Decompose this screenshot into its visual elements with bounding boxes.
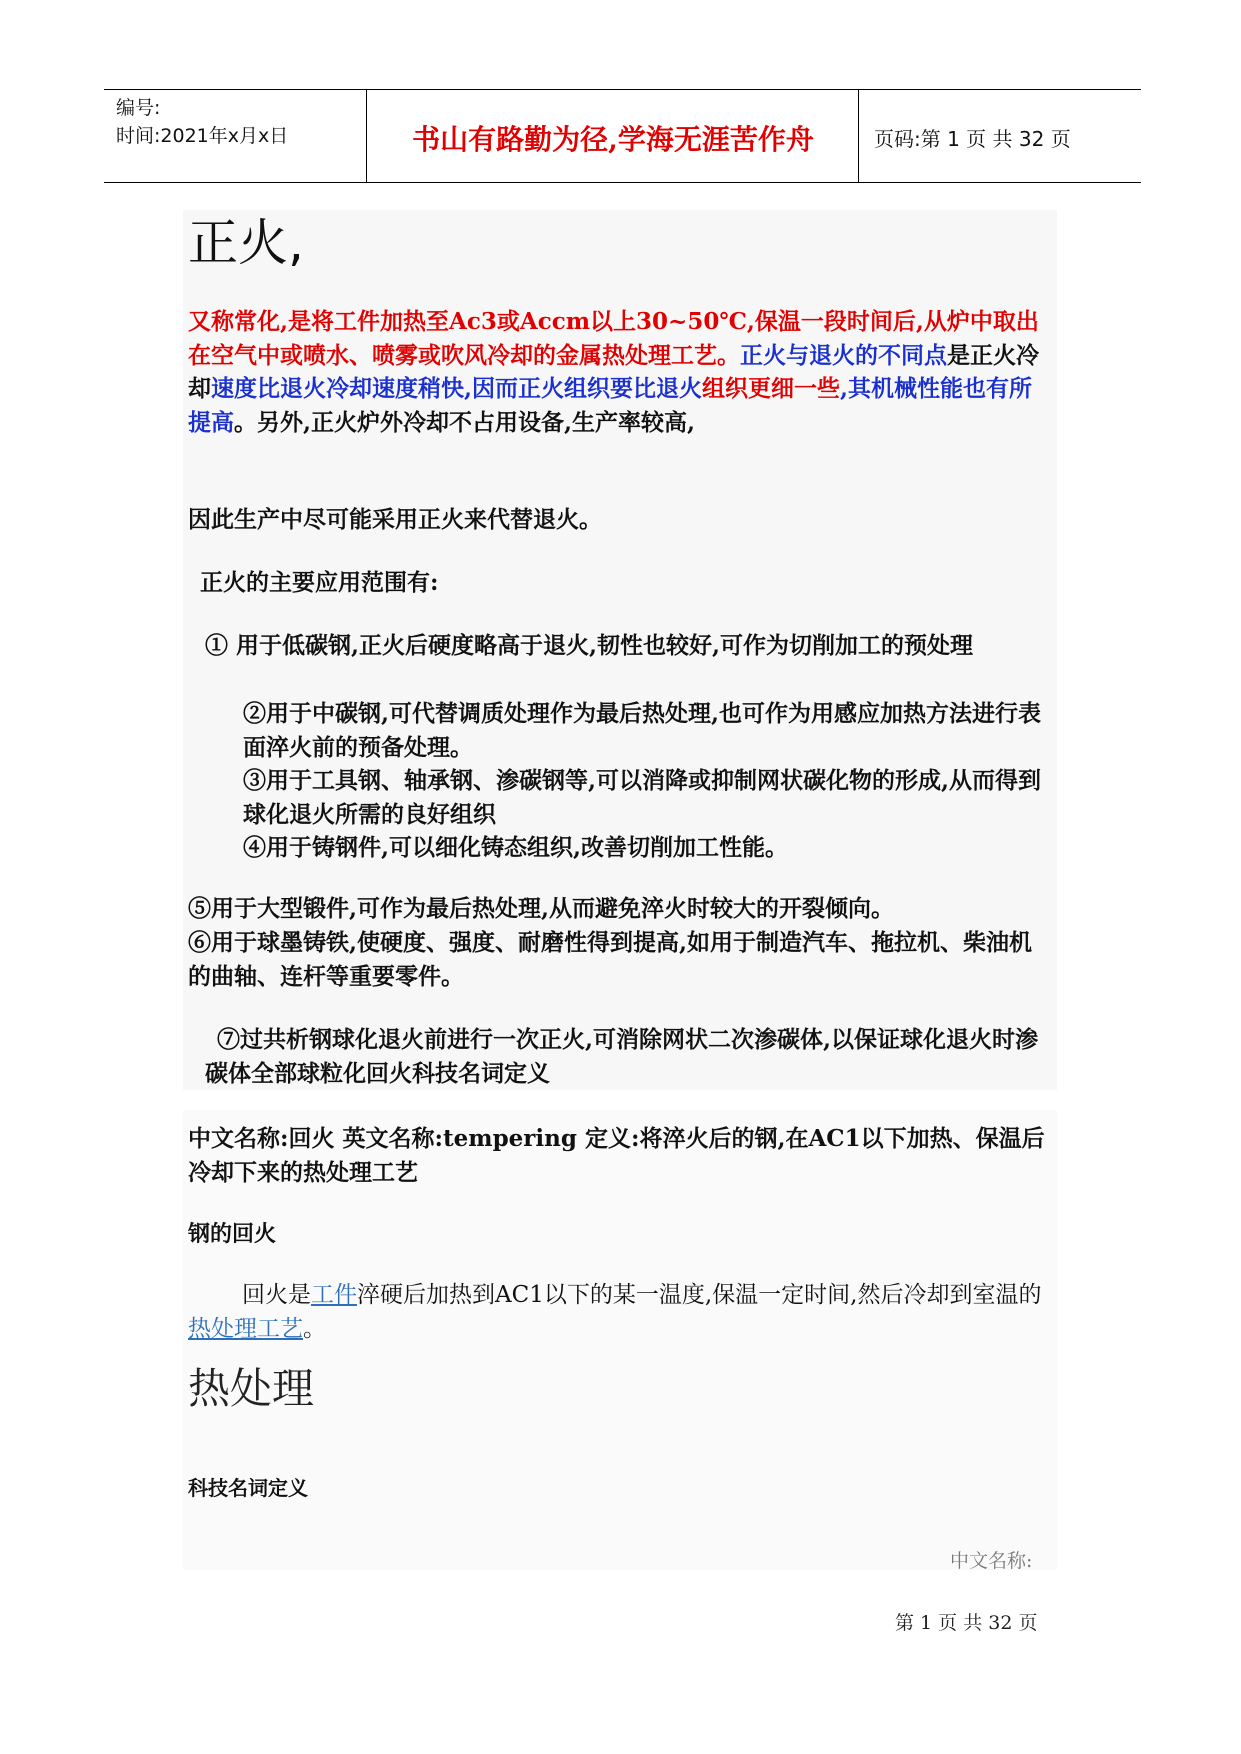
header-meta	[116, 94, 288, 150]
list-item: ⑤用于大型锻件,可作为最后热处理,从而避免淬火时较大的开裂倾向。	[188, 895, 895, 922]
list-item: ③用于工具钢、轴承钢、渗碳钢等,可以消降或抑制网状碳化物的形成,从而得到球化退火所需的良好组织	[243, 767, 1042, 828]
number-label: 编号:	[116, 97, 161, 119]
tempering-text: 。	[303, 1315, 326, 1342]
link-workpiece[interactable]: 工件	[311, 1282, 357, 1308]
intro-mechanical: ,其机械性能也有所提高	[188, 375, 1033, 436]
title-normalizing: 正火,	[188, 214, 304, 272]
intro-paragraph	[188, 305, 1050, 439]
para-replace-annealing: 因此生产中尽可能采用正火来代替退火。	[188, 506, 602, 533]
header-divider	[858, 90, 859, 182]
time-label: 时间:2021年x月x日	[116, 125, 289, 147]
para-applications-heading: 正火的主要应用范围有:	[200, 569, 439, 596]
list-item: ④用于铸钢件,可以细化铸态组织,改善切削加工性能。	[243, 834, 789, 861]
title-heat-treatment: 热处理	[188, 1364, 315, 1413]
intro-text: 是正火冷却	[188, 341, 1039, 402]
intro-finer: 组织更细一些	[702, 375, 841, 402]
list-item: ⑥用于球墨铸铁,使硬度、强度、耐磨性得到提高,如用于制造汽车、拖拉机、柴油机的曲轴、连杆等重要零件。	[188, 929, 1033, 990]
tech-term-definition-label: 科技名词定义	[188, 1476, 308, 1500]
intro-definition: 又称常化,是将工件加热至Ac3或Accm以上30~50℃,保温一段时间后,从炉中取出在空气中或喷水、喷雾或吹风冷却的金属热处理工艺。	[188, 308, 1039, 369]
chinese-name-label: 中文名称:	[950, 1550, 1033, 1572]
page-header	[104, 89, 1141, 183]
tempering-definition: 中文名称:回火 英文名称:tempering 定义:将淬火后的钢,在AC1以下加热、保温后冷却下来的热处理工艺	[188, 1125, 1045, 1186]
list-item: ②用于中碳钢,可代替调质处理作为最后热处理,也可作为用感应加热方法进行表面淬火前的预备处理。	[243, 700, 1042, 761]
intro-speed: 速度比退火冷却速度稍快,因而正火组织要比退火	[211, 375, 703, 402]
page-footer: 第 1 页 共 32 页	[895, 1612, 1038, 1634]
list-item: ⑦过共析钢球化退火前进行一次正火,可消除网状二次渗碳体,以保证球化退火时渗碳体全部球粒化回火科技名词定义	[205, 1026, 1039, 1087]
header-divider	[366, 90, 367, 182]
tempering-text: 回火是	[242, 1282, 311, 1308]
page-number-label: 页码:第 1 页 共 32 页	[874, 127, 1071, 151]
intro-difference: 正火与退火的不同点	[740, 341, 947, 369]
tempering-paragraph	[188, 1279, 1050, 1346]
intro-productivity: 。另外,正火炉外冷却不占用设备,生产率较高,	[234, 408, 696, 436]
tempering-text: 淬硬后加热到AC1以下的某一温度,保温一定时间,然后冷却到室温的	[357, 1282, 1042, 1308]
list-item: ① 用于低碳钢,正火后硬度略高于退火,韧性也较好,可作为切削加工的预处理	[205, 632, 974, 659]
link-heat-treatment[interactable]: 热处理工艺	[188, 1315, 303, 1342]
header-motto: 书山有路勤为径,学海无涯苦作舟	[412, 123, 814, 156]
heading-steel-tempering: 钢的回火	[188, 1221, 277, 1247]
